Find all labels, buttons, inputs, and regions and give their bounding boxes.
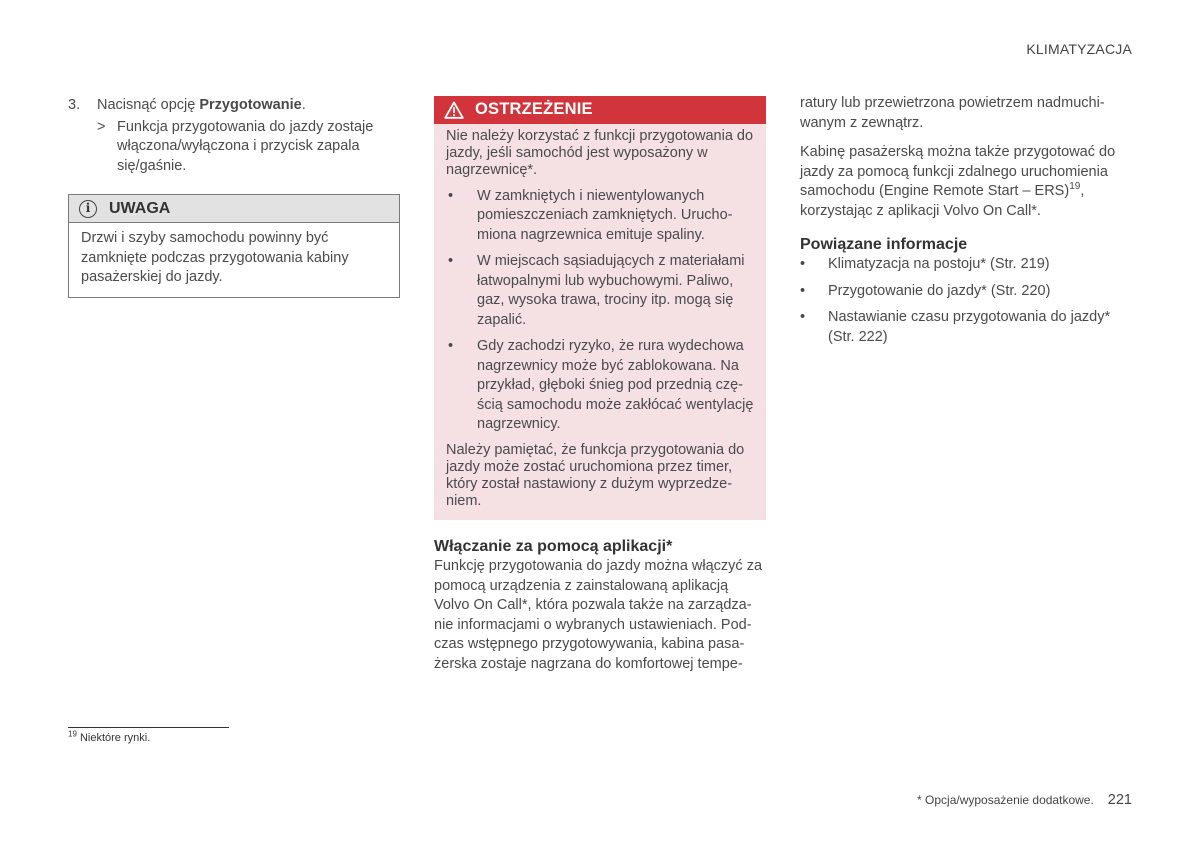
remote-start-text [800,143,1132,221]
section-header: KLIMATYZACJA [1026,41,1132,57]
warning-body [434,124,766,520]
column-right [800,94,1132,354]
option-footnote: * Opcja/wyposażenie dodatkowe. [917,793,1094,807]
page-number: 221 [1107,792,1132,808]
note-header [69,195,399,223]
step-item [68,96,400,116]
bullet-icon: • [448,253,454,270]
warning-header [434,96,766,124]
footnote-divider [68,727,229,728]
warning-title: OSTRZEŻENIE [475,100,593,119]
step-result [97,118,400,177]
column-left [68,94,400,298]
bullet-text: W zamkniętych i niewentylowanych pomieszczeniach zamkniętych. Urucho-miona nagrzewnica emituje spaliny. [477,187,733,243]
bullet-text: Gdy zachodzi ryzyko, że rura wydechowa nagrzewnicy może być zablokowana. Na przykład, głęboki śnieg pod przednią czę-ścią samochodu może zakłócać wentylację nagrzewnicy. [477,338,754,433]
app-section-heading: Włączanie za pomocą aplikacji* [434,538,673,556]
list-item [446,337,754,435]
step-number: 3. [68,97,81,113]
footnote-ref[interactable]: 19 [1069,181,1081,193]
step-option-name: Przygotowanie [199,97,302,113]
page-footer [917,791,1132,811]
related-link[interactable]: Nastawianie czasu przygotowania do jazdy* (Str. 222) [828,309,1111,345]
footnote-number: 19 [68,729,77,739]
warning-triangle-icon [444,101,464,119]
bullet-icon: • [800,282,806,299]
note-box [68,194,400,298]
bullet-icon: • [800,309,806,325]
related-heading: Powiązane informacje [800,236,968,253]
note-title: UWAGA [109,199,171,217]
note-body: Drzwi i szyby samochodu powinny być zamknięte podczas przygotowania kabiny pasażerskiej do jazdy. [81,230,349,285]
warning-outro: Należy pamiętać, że funkcja przygotowania do jazdy może zostać uruchomiona przez timer, który został nastawiony z dużym wyprzedze-niem. [446,441,745,510]
step-text [97,96,306,116]
related-link-item[interactable] [800,255,1132,275]
list-item [446,252,754,330]
bullet-icon: • [448,187,454,204]
remote-text-post: , korzystając z aplikacji Volvo On Call*. [800,183,1085,219]
step-text-post: . [301,97,306,113]
bullet-text: W miejscach sąsiadujących z materiałami łatwopalnymi lub wybuchowymi. Paliwo, gaz, wysoka trawa, trociny itp. mogą się zapalić. [477,253,745,328]
result-arrow-icon: > [97,118,106,135]
footnote [68,731,150,745]
step-text-pre: Nacisnąć opcję [97,97,200,113]
related-link[interactable]: Klimatyzacja na postoju* (Str. 219) [828,256,1050,272]
related-list [800,255,1132,347]
bullet-icon: • [800,256,806,272]
warning-bullet-list [446,187,754,435]
bullet-icon: • [448,338,454,355]
column-middle [434,96,766,674]
list-item [446,187,754,246]
result-text: Funkcja przygotowania do jazdy zostaje włączona/wyłączona i przycisk zapala się/gaśnie. [117,118,374,174]
app-section-text: Funkcję przygotowania do jazdy można włączyć za pomocą urządzenia z zainstalowaną aplikacją Volvo On Call*, która pozwala także na zarządza-nie informacjami o wybranych ustawieniach. Pod-czas wstępnego przygotowywania, kabina pasa-żerska zostaje nagrzana do komfortowej tempe- [434,558,763,672]
related-link-item[interactable] [800,282,1132,302]
warning-intro: Nie należy korzystać z funkcji przygotowania do jazdy, jeśli samochód jest wyposażony w nagrzewnicę*. [446,128,754,179]
continued-text: ratury lub przewietrzona powietrzem nadmuchi-wanym z zewnątrz. [800,95,1105,131]
related-link[interactable]: Przygotowanie do jazdy* (Str. 220) [828,282,1051,299]
footnote-text: Niektóre rynki. [76,732,151,744]
info-icon: i [79,200,97,218]
warning-box [434,96,766,520]
related-link-item[interactable] [800,308,1132,347]
remote-text-pre: Kabinę pasażerską można także przygotować do jazdy za pomocą funkcji zdalnego uruchomienia samochodu (Engine Remote Start – ERS) [800,144,1116,199]
